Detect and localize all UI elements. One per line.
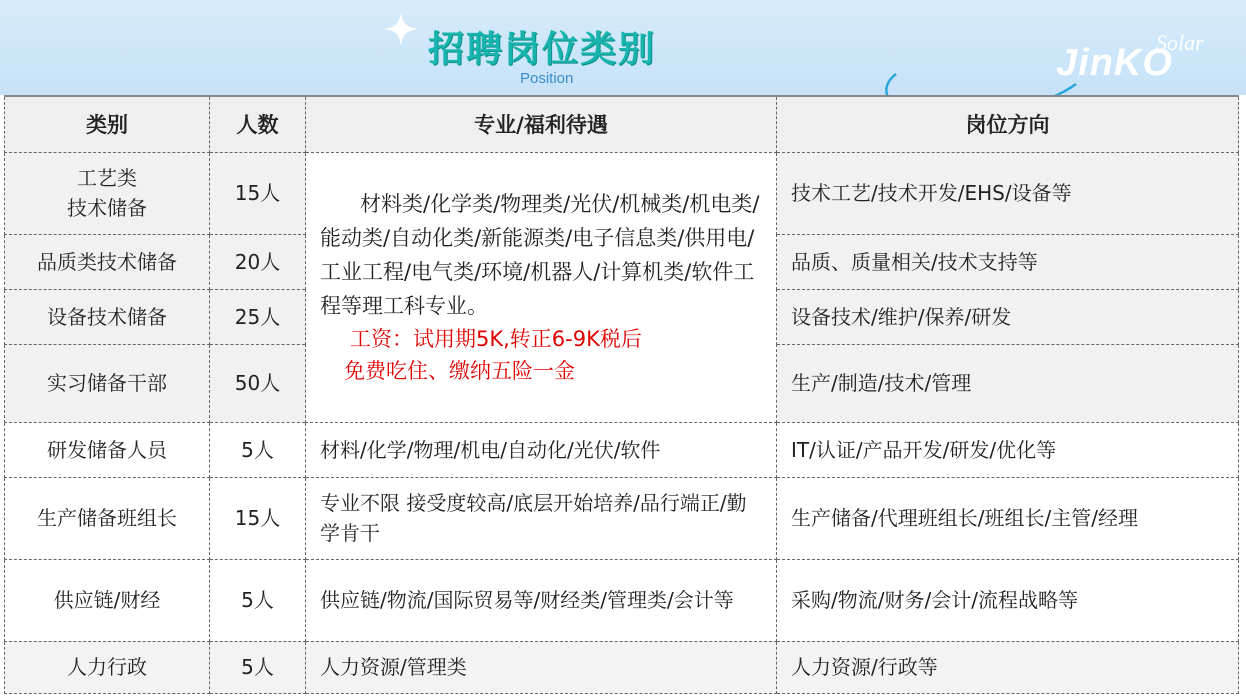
title-block [428,28,748,90]
category-cell [5,152,210,234]
column-header-category: 类别 [5,96,210,152]
count-cell: 5人 [210,641,306,693]
direction-cell: 技术工艺/技术开发/EHS/设备等 [777,152,1239,234]
count-cell: 20人 [210,234,306,289]
direction-cell: IT/认证/产品开发/研发/优化等 [777,422,1239,477]
count-cell: 15人 [210,477,306,559]
positions-table [4,95,1239,694]
company-logo [1052,30,1222,90]
major-cell: 材料/化学/物理/机电/自动化/光伏/软件 [306,422,777,477]
major-cell: 供应链/物流/国际贸易等/财经类/管理类/会计等 [306,559,777,641]
header-banner [0,0,1246,95]
table-row [5,641,1239,693]
column-header-count: 人数 [210,96,306,152]
direction-cell: 设备技术/维护/保养/研发 [777,289,1239,344]
category-line: 工艺类 [77,166,137,190]
category-cell: 实习储备干部 [5,344,210,422]
table-row [5,559,1239,641]
category-cell: 供应链/财经 [5,559,210,641]
direction-cell: 生产储备/代理班组长/班组长/主管/经理 [777,477,1239,559]
logo-wordmark: JinKO [1056,42,1173,84]
page-title: 招聘岗位类别 [428,29,657,70]
category-cell: 人力行政 [5,641,210,693]
table-row [5,152,1239,234]
column-header-major-benefits: 专业/福利待遇 [306,96,777,152]
direction-cell: 生产/制造/技术/管理 [777,344,1239,422]
major-cell: 专业不限 接受度较高/底层开始培养/品行端正/勤学肯干 [306,477,777,559]
count-cell: 5人 [210,422,306,477]
merged-major-cell [306,152,777,422]
count-cell: 15人 [210,152,306,234]
category-cell: 研发储备人员 [5,422,210,477]
salary-text: 工资：试用期5K,转正6-9K税后 [350,327,642,351]
table-header-row [5,96,1239,152]
major-list: 材料类/化学类/物理类/光伏/机械类/机电类/能动类/自动化类/新能源类/电子信息类/供用电/工业工程/电气类/环境/机器人/计算机类/软件工程等理工科专业。 [320,192,760,318]
category-cell: 设备技术储备 [5,289,210,344]
direction-cell: 采购/物流/财务/会计/流程战略等 [777,559,1239,641]
direction-cell: 人力资源/行政等 [777,641,1239,693]
table-row [5,477,1239,559]
sparkle-icon [384,12,418,46]
count-cell: 5人 [210,559,306,641]
direction-cell: 品质、质量相关/技术支持等 [777,234,1239,289]
logo-subtext: Solar [1156,30,1204,55]
page-subtitle: Position [520,70,574,87]
category-line: 技术储备 [67,196,147,220]
count-cell: 50人 [210,344,306,422]
benefits-text: 免费吃住、缴纳五险一金 [344,359,575,383]
column-header-direction: 岗位方向 [777,96,1239,152]
major-cell: 人力资源/管理类 [306,641,777,693]
category-cell: 品质类技术储备 [5,234,210,289]
category-cell: 生产储备班组长 [5,477,210,559]
count-cell: 25人 [210,289,306,344]
table-row [5,422,1239,477]
